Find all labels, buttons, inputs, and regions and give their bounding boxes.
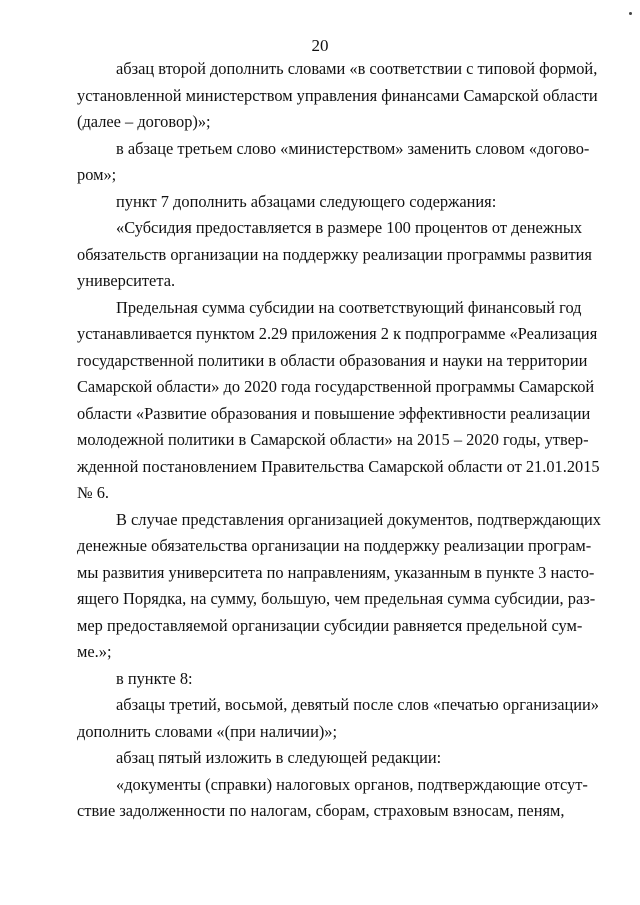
text-line: области «Развитие образования и повышение эффективности реализации (77, 404, 591, 423)
text-line: установленной министерством управления финансами Самарской области (77, 86, 598, 105)
text-line: «документы (справки) налоговых органов, подтверждающие отсут- (116, 775, 588, 794)
text-line: в пункте 8: (116, 669, 193, 688)
text-line: пункт 7 дополнить абзацами следующего содержания: (116, 192, 497, 211)
text-line: в абзаце третьем слово «министерством» заменить словом «догово- (116, 139, 590, 158)
page-number: 20 (311, 36, 329, 55)
text-line: молодежной политики в Самарской области» на 2015 – 2020 годы, утвер- (77, 430, 589, 449)
text-line: мер предоставляемой организации субсидии равняется предельной сум- (77, 616, 583, 635)
text-line: (далее – договор)»; (77, 112, 211, 131)
text-line: абзац пятый изложить в следующей редакции: (116, 748, 442, 767)
text-line: мы развития университета по направлениям, указанным в пункте 3 насто- (77, 563, 595, 582)
text-line: денежные обязательства организации на поддержку реализации програм- (77, 536, 592, 555)
text-line: ящего Порядка, на сумму, большую, чем предельная сумма субсидии, раз- (77, 589, 596, 608)
scan-dot (629, 12, 632, 15)
text-line: Самарской области» до 2020 года государственной программы Самарской (77, 377, 595, 396)
text-line: Предельная сумма субсидии на соответствующий финансовый год (116, 298, 582, 317)
text-line: университета. (77, 271, 176, 290)
text-line: «Субсидия предоставляется в размере 100 процентов от денежных (116, 218, 583, 237)
text-line: В случае представления организацией документов, подтверждающих (116, 510, 601, 529)
text-line: абзацы третий, восьмой, девятый после слов «печатью организации» (116, 695, 600, 714)
text-line: дополнить словами «(при наличии)»; (77, 722, 338, 741)
text-line: устанавливается пунктом 2.29 приложения 2 к подпрограмме «Реализация (77, 324, 598, 343)
text-line: жденной постановлением Правительства Самарской области от 21.01.2015 (77, 457, 600, 476)
text-line: ром»; (77, 165, 117, 184)
text-line: обязательств организации на поддержку реализации программы развития (77, 245, 592, 264)
text-line: № 6. (77, 483, 110, 502)
text-line: абзац второй дополнить словами «в соответствии с типовой формой, (116, 59, 598, 78)
text-line: ме.»; (77, 642, 112, 661)
text-line: ствие задолженности по налогам, сборам, страховым взносам, пеням, (77, 801, 565, 820)
text-line: государственной политики в области образования и науки на территории (77, 351, 588, 370)
